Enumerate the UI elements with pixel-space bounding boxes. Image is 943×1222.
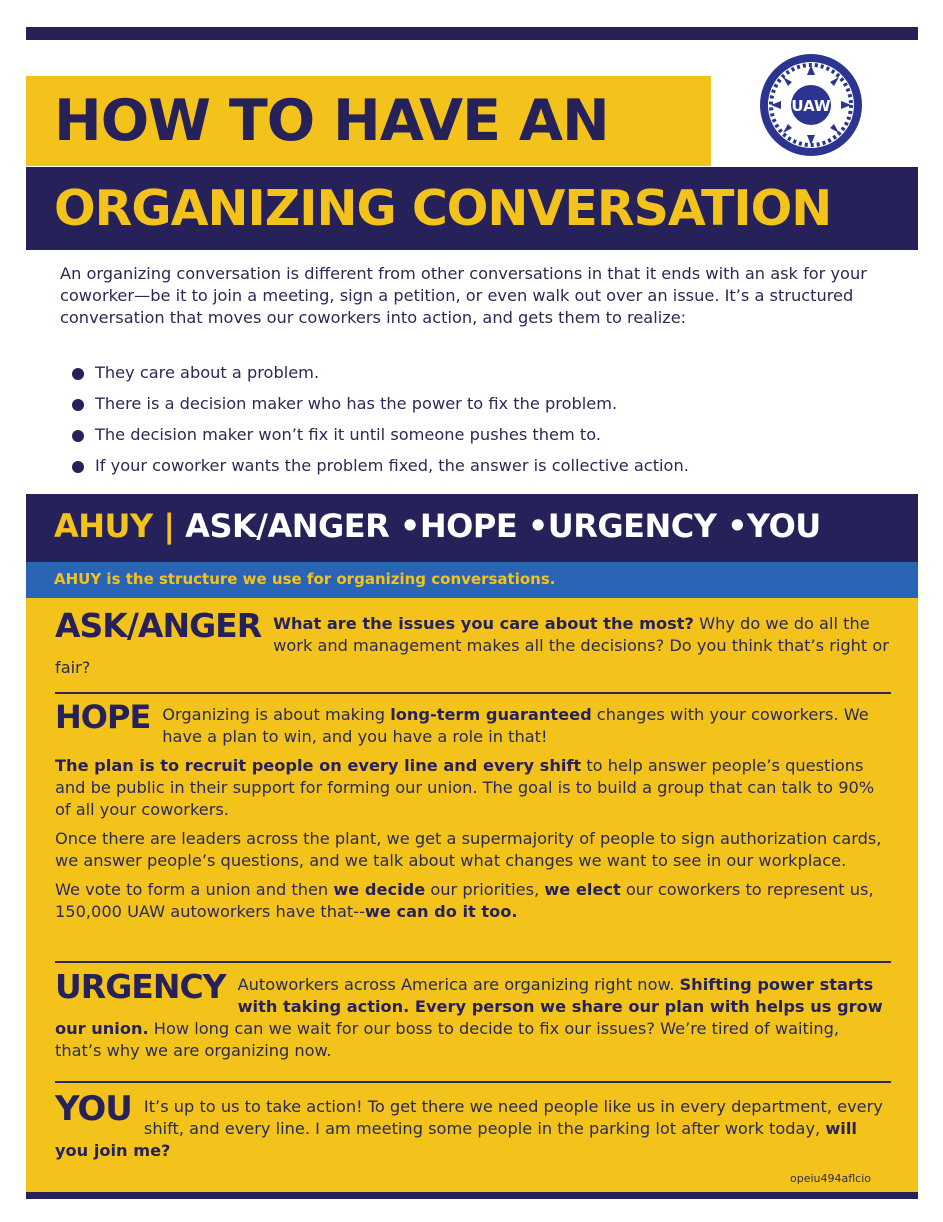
- bullet-icon: [72, 399, 84, 411]
- union-label-footer: opeiu494aflcio: [790, 1172, 872, 1185]
- top-border-bar: [26, 27, 918, 40]
- intro-bullet-list: [70, 362, 890, 486]
- ahuy-heading: [54, 507, 821, 545]
- bullet-icon: [72, 430, 84, 442]
- section-keyword: URGENCY: [55, 967, 226, 1006]
- section-keyword: ASK/ANGER: [55, 606, 262, 645]
- uaw-seal-logo-icon: [757, 51, 865, 159]
- page-title-line2: ORGANIZING CONVERSATION: [54, 180, 832, 237]
- ahuy-header-bar: [26, 494, 918, 562]
- ahuy-acronym: AHUY |: [54, 507, 175, 545]
- section-you: YOU It’s up to us to take action! To get there we need people like us in every department, every shift, and every line. I am meeting some people in the parking lot after work today, will you join me?: [55, 1089, 883, 1160]
- section-divider: [55, 692, 891, 694]
- section-divider: [55, 1081, 891, 1083]
- section-ask-anger: ASK/ANGER What are the issues you care about the most? Why do we do all the work and management makes all the decisions? Do you think that’s right or fair?: [55, 606, 889, 677]
- ahuy-subtitle-bar: [26, 562, 918, 598]
- section-divider: [55, 961, 891, 963]
- bottom-border-bar: [26, 1192, 918, 1199]
- list-item: The decision maker won’t fix it until someone pushes them to.: [70, 424, 890, 455]
- logo-text: UAW: [791, 97, 831, 115]
- ahuy-subtitle: AHUY is the structure we use for organizing conversations.: [54, 570, 556, 588]
- bullet-icon: [72, 368, 84, 380]
- list-item: They care about a problem.: [70, 362, 890, 393]
- list-item: If your coworker wants the problem fixed, the answer is collective action.: [70, 455, 890, 486]
- intro-paragraph: An organizing conversation is different from other conversations in that it ends with an ask for your coworker—be it to join a meeting, sign a petition, or even walk out over an issue. It’s a structured conversation that moves our coworkers into action, and gets them to realize:: [60, 264, 867, 327]
- title-banner-line1: [26, 76, 711, 166]
- section-keyword: YOU: [55, 1089, 132, 1129]
- page-title-line1: HOW TO HAVE AN: [54, 88, 609, 154]
- section-urgency: URGENCY Autoworkers across America are organizing right now. Shifting power starts with taking action. Every person we share our plan with helps us grow our union. How long can we wait for our boss to decide to fix our issues? We’re tired of waiting, that’s why we are organizing now.: [55, 967, 883, 1060]
- list-item: There is a decision maker who has the power to fix the problem.: [70, 393, 890, 424]
- section-keyword: HOPE: [55, 698, 151, 736]
- title-banner-line2: [26, 167, 918, 250]
- ahuy-words: ASK/ANGER •HOPE •URGENCY •YOU: [185, 507, 821, 545]
- bullet-icon: [72, 461, 84, 473]
- section-hope: HOPE Organizing is about making long-term guaranteed changes with your coworkers. We have a plan to win, and you have a role in that! The plan is to recruit people on every line and every shift to help answer people’s questions and be public in their support for forming our union. The goal is to build a group that can talk to 90% of all your coworkers. Once there are leaders across the plant, we get a supermajority of people to sign authorization cards, we answer people’s questions, and we talk about what changes we want to see in our workplace. We vote to form a union and then we decide our priorities, we elect our coworkers to represent us, 150,000 UAW autoworkers have that--we can do it too.: [55, 704, 890, 930]
